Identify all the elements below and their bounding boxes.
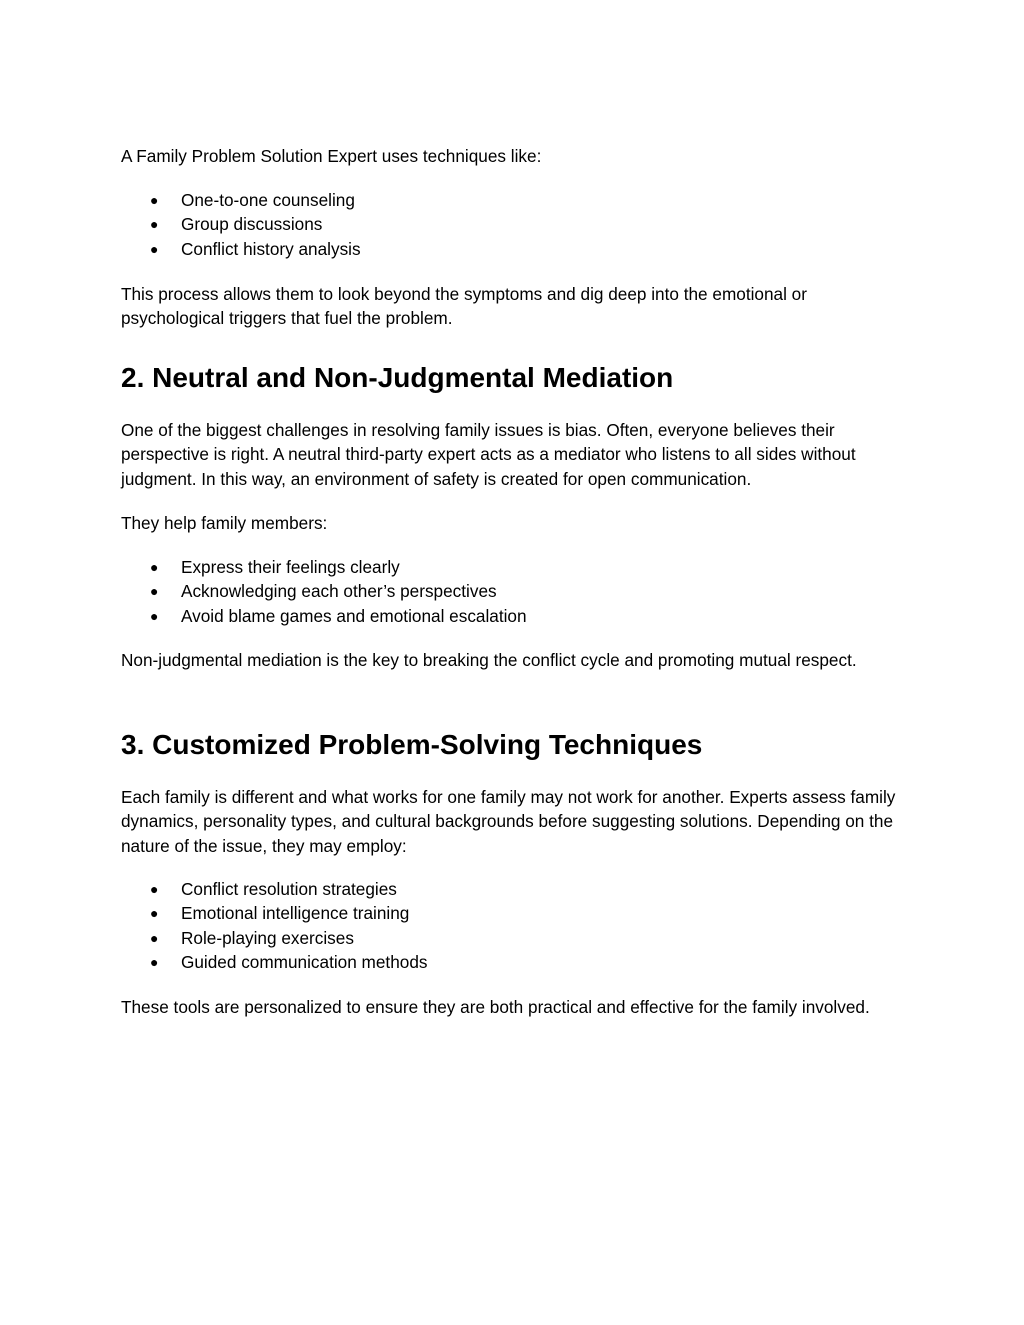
- bullet-icon: ●: [150, 881, 159, 897]
- bullet-icon: ●: [150, 583, 159, 600]
- bullet-icon: ●: [150, 240, 159, 257]
- bullet-icon: ●: [150, 607, 159, 624]
- intro-closing-paragraph: This process allows them to look beyond the symptoms and dig deep into the emotional or psychological triggers that fuel the problem.: [121, 284, 807, 329]
- section-2-list: [121, 555, 911, 628]
- list-item: ● Avoid blame games and emotional escalation: [121, 604, 911, 628]
- section-3-list: [121, 877, 911, 975]
- list-item: ● Conflict history analysis: [121, 237, 911, 261]
- section-2-paragraph: One of the biggest challenges in resolving family issues is bias. Often, everyone believes their perspective is right. A neutral third-party expert acts as a mediator who listens to all sides without judgment. In this way, an environment of safety is created for open communication.: [121, 420, 856, 489]
- section-3-heading: 3. Customized Problem-Solving Techniques: [121, 729, 703, 760]
- section-3-paragraph: Each family is different and what works for one family may not work for another. Experts assess family dynamics, personality types, and cultural backgrounds before suggesting solutions. Depending on the nature of the issue, they may employ:: [121, 787, 896, 856]
- section-3-closing-paragraph: These tools are personalized to ensure they are both practical and effective for the family involved.: [121, 997, 870, 1017]
- section-2-lead: They help family members:: [121, 513, 328, 533]
- section-2-heading: 2. Neutral and Non-Judgmental Mediation: [121, 362, 674, 393]
- list-item: ● Group discussions: [121, 212, 911, 236]
- bullet-icon: ●: [150, 905, 159, 922]
- intro-technique-list: [121, 188, 911, 261]
- bullet-icon: ●: [150, 929, 159, 946]
- list-item: ● Conflict resolution strategies: [121, 877, 911, 901]
- list-item: ● Emotional intelligence training: [121, 901, 911, 925]
- section-2-closing-paragraph: Non-judgmental mediation is the key to breaking the conflict cycle and promoting mutual respect.: [121, 650, 857, 670]
- intro-paragraph: A Family Problem Solution Expert uses techniques like:: [121, 146, 542, 166]
- list-item: ● Guided communication methods: [121, 950, 911, 974]
- list-item: ● One-to-one counseling: [121, 188, 911, 212]
- list-item: ● Role-playing exercises: [121, 926, 911, 950]
- list-item: ● Express their feelings clearly: [121, 555, 911, 579]
- bullet-icon: ●: [150, 192, 159, 208]
- bullet-icon: ●: [150, 559, 159, 575]
- list-item: ● Acknowledging each other’s perspectives: [121, 579, 911, 603]
- bullet-icon: ●: [150, 954, 159, 971]
- bullet-icon: ●: [150, 216, 159, 233]
